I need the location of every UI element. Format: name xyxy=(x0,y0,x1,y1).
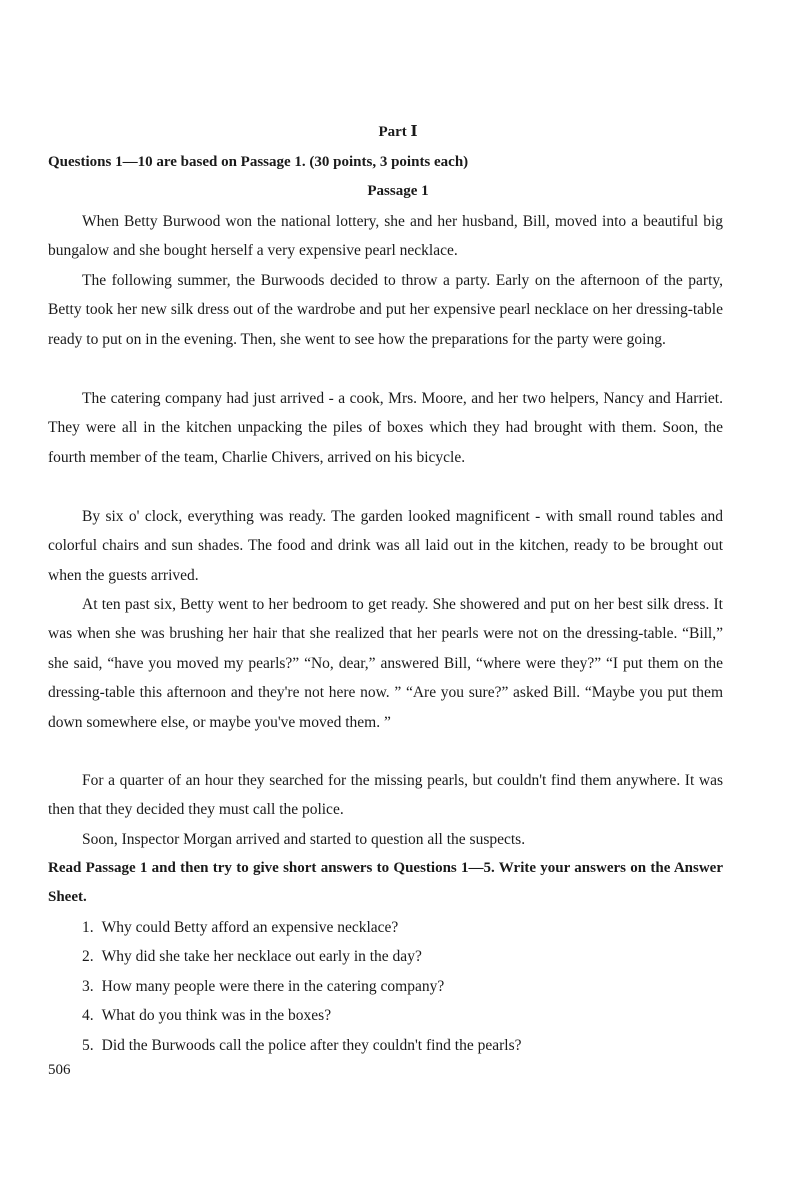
question-text: How many people were there in the catering company? xyxy=(101,977,445,995)
question-item xyxy=(82,1001,522,1030)
passage-title: Passage 1 xyxy=(367,183,429,199)
question-text: Did the Burwoods call the police after they couldn't find the pearls? xyxy=(101,1036,522,1054)
question-number: 4. xyxy=(82,1007,94,1025)
passage-paragraph: The following summer, the Burwoods decided to throw a party. Early on the afternoon of the party, Betty took her new silk dress out of the wardrobe and put her expensive pearl necklace on her dressing-table ready to put on in the evening. Then, she went to see how the preparations for the party were going. xyxy=(48,272,723,348)
part-title: Part Ⅰ xyxy=(378,124,418,140)
passage-paragraph: Soon, Inspector Morgan arrived and started to question all the suspects. xyxy=(82,831,526,848)
question-number: 1. xyxy=(82,919,94,936)
question-text: Why did she take her necklace out early in the day? xyxy=(101,948,422,966)
question-number: 5. xyxy=(82,1036,94,1054)
passage-paragraph: The catering company had just arrived - a cook, Mrs. Moore, and her two helpers, Nancy and Harriet. They were all in the kitchen unpacking the piles of boxes which they had brought with them. Soon, the fourth member of the team, Charlie Chivers, arrived on his bicycle. xyxy=(48,390,723,466)
question-text: What do you think was in the boxes? xyxy=(101,1007,332,1025)
passage-paragraph: By six o' clock, everything was ready. The garden looked magnificent - with small round tables and colorful chairs and sun shades. The food and drink was all laid out in the kitchen, ready to be brought out when the guests arrived. xyxy=(48,508,723,584)
question-item xyxy=(82,942,522,971)
question-item xyxy=(82,972,522,1001)
instructions: Read Passage 1 and then try to give short answers to Questions 1—5. Write your answers on the Answer Sheet. xyxy=(48,860,723,906)
passage-paragraph: At ten past six, Betty went to her bedroom to get ready. She showered and put on her best silk dress. It was when she was brushing her hair that she realized that her pearls were not on the dressing-table. “Bill,” she said, “have you moved my pearls?” “No, dear,” answered Bill, “where were they?” “I put them on the dressing-table this afternoon and they're not here now. ” “Are you sure?” asked Bill. “Maybe you put them down somewhere else, or maybe you've moved them. ” xyxy=(48,596,723,731)
question-list xyxy=(82,913,522,1060)
question-text: Why could Betty afford an expensive necklace? xyxy=(101,919,399,936)
question-item xyxy=(82,1031,522,1060)
question-number: 2. xyxy=(82,948,94,966)
questions-heading: Questions 1—10 are based on Passage 1. (30 points, 3 points each) xyxy=(48,154,469,170)
question-item xyxy=(82,913,522,942)
passage-paragraph: When Betty Burwood won the national lottery, she and her husband, Bill, moved into a beautiful big bungalow and she bought herself a very expensive pearl necklace. xyxy=(48,213,723,260)
passage-paragraph: For a quarter of an hour they searched for the missing pearls, but couldn't find them anywhere. It was then that they decided they must call the police. xyxy=(48,772,723,819)
page-number: 506 xyxy=(48,1062,71,1078)
question-number: 3. xyxy=(82,977,94,995)
